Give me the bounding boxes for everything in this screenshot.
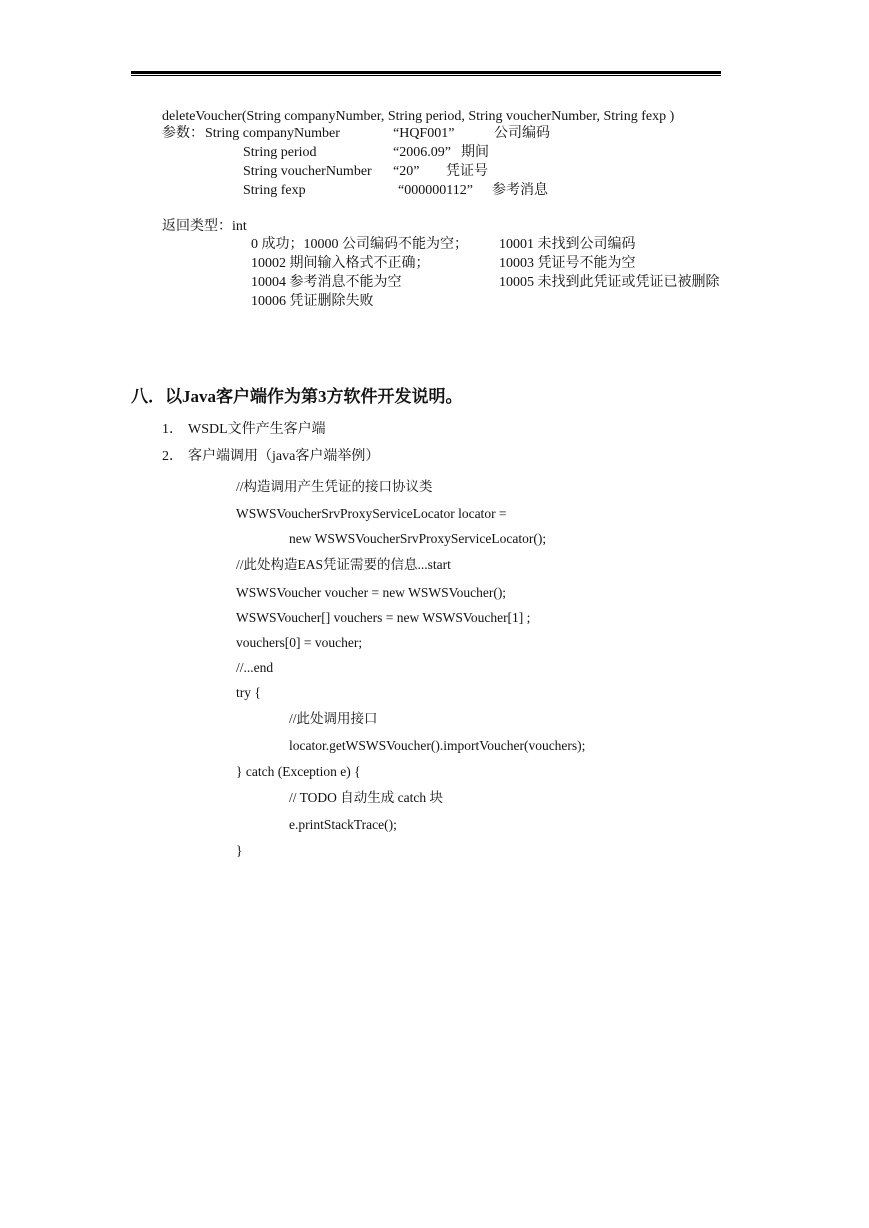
return-code: 10005 未找到此凭证或凭证已被删除	[499, 275, 720, 290]
param-decl: String companyNumber	[205, 126, 340, 141]
return-code: 10006 凭证删除失败	[251, 294, 374, 309]
section-heading: 八．以Java客户端作为第3方软件开发说明。	[131, 387, 463, 406]
param-example: “000000112”	[398, 183, 473, 198]
param-example: “20”	[393, 164, 420, 179]
param-decl: String period	[243, 145, 317, 160]
code-line: WSWSVoucher[] vouchers = new WSWSVoucher[1] ;	[236, 610, 531, 625]
list-item: 客户端调用（java客户端举例）	[188, 449, 380, 464]
param-decl: String fexp	[243, 183, 306, 198]
code-line: //此处调用接口	[289, 711, 378, 726]
code-line: //构造调用产生凭证的接口协议类	[236, 479, 433, 494]
code-line: locator.getWSWSVoucher().importVoucher(vouchers);	[289, 738, 586, 753]
code-line: //此处构造EAS凭证需要的信息...start	[236, 557, 451, 572]
code-line: //...end	[236, 660, 274, 675]
code-line: }	[236, 843, 243, 858]
code-line: WSWSVoucherSrvProxyServiceLocator locator =	[236, 506, 507, 521]
return-code: 10002 期间输入格式不正确；	[251, 256, 430, 271]
return-code: 0 成功；10000 公司编码不能为空；	[251, 237, 468, 252]
code-line: try {	[236, 685, 261, 700]
code-line: new WSWSVoucherSrvProxyServiceLocator();	[289, 531, 547, 546]
param-example: “HQF001”	[393, 126, 455, 141]
params-label: 参数：	[162, 126, 204, 141]
return-type-label: 返回类型：int	[162, 219, 247, 234]
param-desc: 凭证号	[446, 164, 488, 179]
code-line: } catch (Exception e) {	[236, 764, 361, 779]
code-line: vouchers[0] = voucher;	[236, 635, 363, 650]
return-code: 10003 凭证号不能为空	[499, 256, 636, 271]
list-item: WSDL文件产生客户端	[188, 422, 326, 437]
param-desc: 期间	[461, 145, 489, 160]
code-line: WSWSVoucher voucher = new WSWSVoucher();	[236, 585, 507, 600]
return-code: 10001 未找到公司编码	[499, 237, 636, 252]
return-code: 10004 参考消息不能为空	[251, 275, 402, 290]
param-decl: String voucherNumber	[243, 164, 372, 179]
code-line: // TODO 自动生成 catch 块	[289, 790, 443, 805]
param-desc: 公司编码	[494, 126, 550, 141]
param-desc: 参考消息	[492, 183, 548, 198]
code-line: e.printStackTrace();	[289, 817, 397, 832]
param-example: “2006.09”	[393, 145, 451, 160]
list-item-number: 2．	[162, 449, 183, 464]
header-rule-thick	[131, 71, 721, 74]
header-rule-thin	[131, 75, 721, 76]
list-item-number: 1．	[162, 422, 183, 437]
method-signature: deleteVoucher(String companyNumber, String period, String voucherNumber, String fexp )	[162, 109, 675, 124]
